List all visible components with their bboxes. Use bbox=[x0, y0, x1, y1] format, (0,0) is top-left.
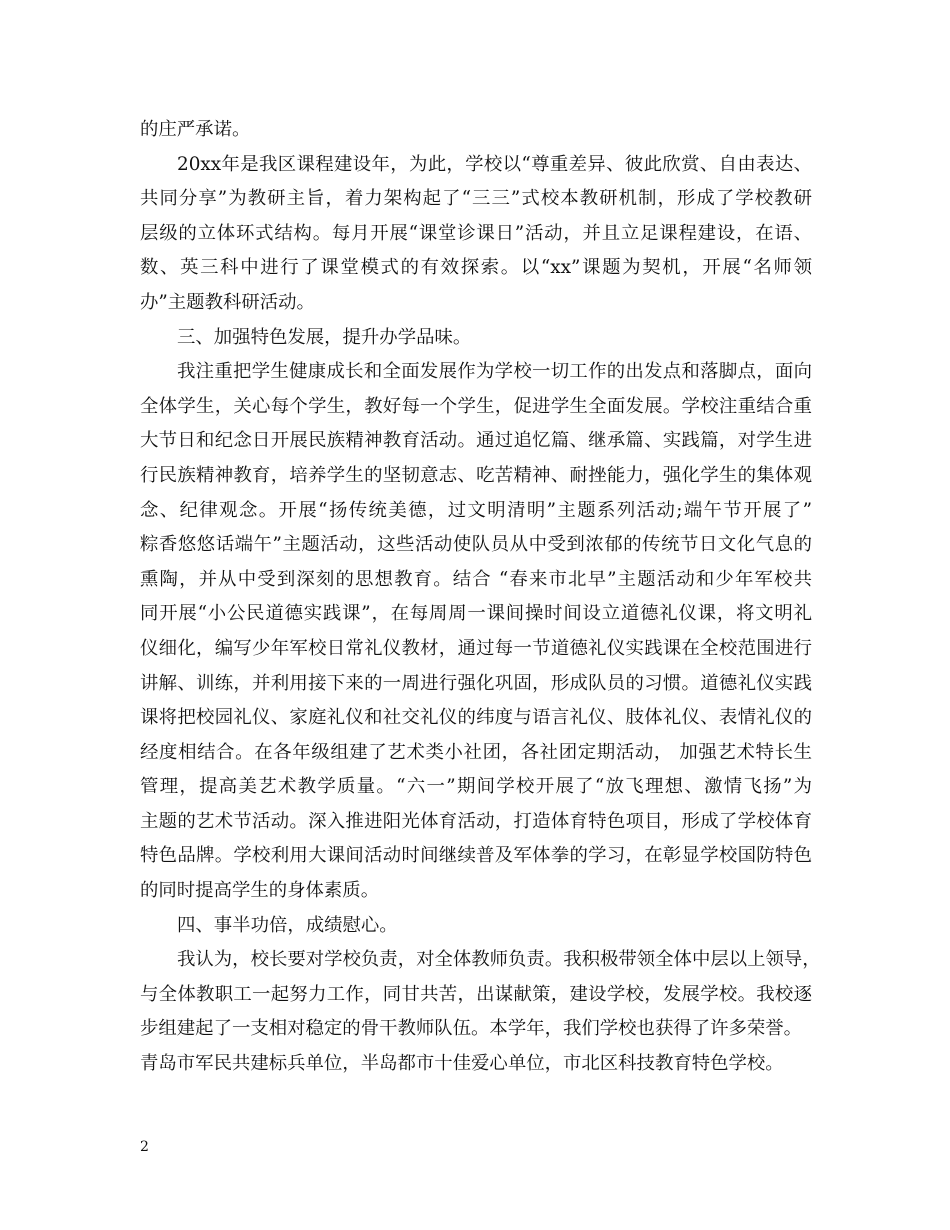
text-line: 同开展“小公民道德实践课”，在每周周一课间操时间设立道德礼仪课，将文明礼 bbox=[140, 603, 812, 625]
text-line: 管理，提高美艺术教学质量。“六一”期间学校开展了“放飞理想、激情飞扬”为 bbox=[140, 776, 812, 798]
text-line: 全体学生，关心每个学生，教好每一个学生，促进学生全面发展。学校注重结合重 bbox=[140, 395, 812, 417]
text-line: 的同时提高学生的身体素质。 bbox=[140, 880, 380, 902]
text-line: 三、加强特色发展，提升办学品味。 bbox=[177, 326, 472, 348]
text-line: 我认为，校长要对学校负责，对全体教师负责。我积极带领全体中层以上领导， bbox=[177, 949, 821, 971]
text-line: 的庄严承诺。 bbox=[140, 119, 251, 140]
text-line: 熏陶，并从中受到深刻的思想教育。结合 “春来市北早”主题活动和少年军校共 bbox=[140, 568, 812, 590]
text-line: 特色品牌。学校利用大课间活动时间继续普及军体拳的学习，在彰显学校国防特色 bbox=[140, 845, 812, 867]
text-line: 与全体教职工一起努力工作，同甘共苦，出谋献策，建设学校，发展学校。我校逐 bbox=[140, 983, 812, 1005]
text-line: 青岛市军民共建标兵单位，半岛都市十佳爱心单位，市北区科技教育特色学校。 bbox=[140, 1053, 784, 1075]
text-line: 步组建起了一支相对稳定的骨干教师队伍。本学年，我们学校也获得了许多荣誉。 bbox=[140, 1018, 803, 1040]
text-line: 四、事半功倍，成绩慰心。 bbox=[177, 914, 398, 936]
text-line: 20xx年是我区课程建设年，为此，学校以“尊重差异、彼此欣赏、自由表达、 bbox=[177, 153, 812, 175]
text-line: 讲解、训练，并利用接下来的一周进行强化巩固，形成队员的习惯。道德礼仪实践 bbox=[140, 672, 812, 694]
text-line: 数、英三科中进行了课堂模式的有效探索。以“xx”课题为契机，开展“名师领 bbox=[140, 257, 812, 279]
text-line: 办”主题教科研活动。 bbox=[140, 291, 315, 313]
text-line: 共同分享”为教研主旨，着力架构起了“三三”式校本教研机制，形成了学校教研 bbox=[140, 188, 812, 210]
text-line: 课将把校园礼仪、家庭礼仪和社交礼仪的纬度与语言礼仪、肢体礼仪、表情礼仪的 bbox=[140, 707, 812, 729]
text-line: 经度相结合。在各年级组建了艺术类小社团，各社团定期活动， 加强艺术特长生 bbox=[140, 741, 812, 763]
body-text bbox=[140, 113, 821, 1082]
text-line: 大节日和纪念日开展民族精神教育活动。通过追忆篇、继承篇、实践篇，对学生进 bbox=[140, 430, 812, 452]
text-line: 层级的立体环式结构。每月开展“课堂诊课日”活动，并且立足课程建设，在语、 bbox=[140, 222, 812, 244]
text-line: 粽香悠悠话端午”主题活动，这些活动使队员从中受到浓郁的传统节日文化气息的 bbox=[140, 534, 812, 556]
text-line: 行民族精神教育，培养学生的坚韧意志、吃苦精神、耐挫能力，强化学生的集体观 bbox=[140, 464, 812, 486]
text-line: 我注重把学生健康成长和全面发展作为学校一切工作的出发点和落脚点，面向 bbox=[177, 361, 812, 383]
page-number: 2 bbox=[140, 1139, 149, 1155]
text-line: 主题的艺术节活动。深入推进阳光体育活动，打造体育特色项目，形成了学校体育 bbox=[140, 810, 812, 832]
text-line: 念、纪律观念。开展“扬传统美德，过文明清明”主题系列活动;端午节开展了” bbox=[140, 499, 812, 521]
text-line: 仪细化，编写少年军校日常礼仪教材，通过每一节道德礼仪实践课在全校范围进行 bbox=[140, 637, 812, 659]
